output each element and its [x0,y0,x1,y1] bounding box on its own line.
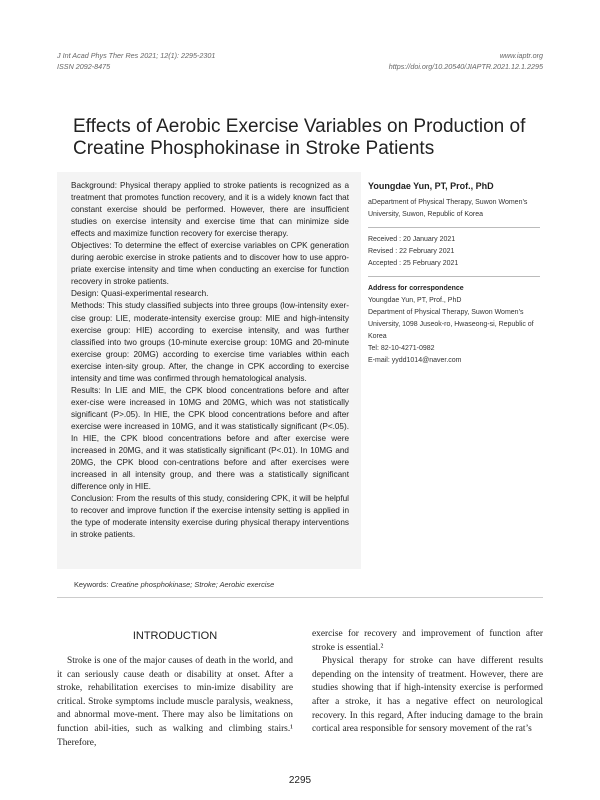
keywords-label: Keywords: [74,580,109,589]
author-name: Youngdae Yun, PT, Prof., PhD [368,181,494,191]
abstract-methods: Methods: This study classified subjects into three groups (low-intensity exer-cise group: LIE, moderate-intensity exercise group: MIE and high-intensity exercise group: HIE) according to exercise intensity, and was further classified into two groups (10-minute exercise group: 10MG and 20-minute exercise group: 20MG) according to exercise time variables within each exercise inten-sity group. After, the change in CPK according to exercise intensity and time was confirmed through hematological analysis. [71,301,349,383]
intro-paragraph-cont: exercise for recovery and improvement of function after stroke is essential.² [312,629,543,653]
affiliation: aDepartment of Physical Therapy, Suwon Women’s University, Suwon, Republic of Korea [368,199,528,218]
correspondence-address: Department of Physical Therapy, Suwon Women’s University, 1098 Juseok-ro, Hwaseong-si, Republic of Korea [368,309,534,340]
abstract-background: Background: Physical therapy applied to stroke patients is recognized as a treatment that promotes function recovery, and it is a widely known fact that constant exercise should be performed. However, there are insufficient studies on exercise intensity and exercise time that can minimize side effects and maximize function recovery for exercise therapy. [71,181,349,239]
correspondence-tel: Tel: 82-10-4271-0982 [368,345,435,352]
accepted-date: Accepted : 25 February 2021 [368,260,459,267]
page-number: 2295 [288,775,312,786]
abstract [71,180,349,541]
received-date: Received : 20 January 2021 [368,236,456,243]
intro-paragraph: Stroke is one of the major causes of death in the world, and it can seriously cause death or disability at onset. After a stroke, rehabilitation exercises to min-imize disability are critical. Stroke symptoms include muscle paralysis, weakness, and abnormal move-ment. There may also be limitations on function abil-ities, such as walking and climbing stairs.¹ Therefore, [57,656,293,748]
journal-links [389,50,543,72]
abstract-objectives: Objectives: To determine the effect of exercise variables on CPK generation during aerobic exercise in stroke patients and to discover how to use appro-priate exercise intensity and time when conducting an exercise for function recovery in stroke patients. [71,241,349,287]
abstract-divider [57,597,543,598]
sidebar-divider [368,276,540,277]
sidebar-divider [368,227,540,228]
intro-paragraph-2: Physical therapy for stroke can have different results depending on the intensity of treatment. However, there are studies showing that if high-intensity exercise is performed after a stroke, it has a negative effect on neurological recovery. In this regard, After inducing damage to the brain cortical area responsible for sensory movement of the rat’s [312,656,543,735]
doi-link[interactable]: https://doi.org/10.20540/JIAPTR.2021.12.1.2295 [388,62,543,71]
abstract-design: Design: Quasi-experimental research. [71,289,209,299]
body-column-right [312,628,543,737]
paper-title: Effects of Aerobic Exercise Variables on Production of Creatine Phosphokinase in Stroke Patients [73,116,526,159]
correspondence-name: Youngdae Yun, PT, Prof., PhD [368,297,462,304]
correspondence-title: Address for correspondence [368,285,464,292]
abstract-results: Results: In LIE and MIE, the CPK blood concentrations before and after exer-cise were increased in 10MG and 20MG, which was not statistically significant (P>.05). In HIE, the CPK blood concentrations before and after exercise were increased in 10MG, and it was statistically significant (P<.05). In HIE, the CPK blood concentrations before and after exercise were increased in 20MG, and it was statistically significant (P<.01). In 10MG and 20MG, the CPK blood con-centrations before and after exercises were increased in all intensity group, and there was a statistically significant difference only in HIE. [71,385,349,492]
journal-ref: J Int Acad Phys Ther Res 2021; 12(1): 2295-2301 [57,51,216,60]
journal-citation [57,50,215,72]
body-column-left [57,655,293,750]
author-sidebar [368,180,548,367]
abstract-conclusion: Conclusion: From the results of this study, considering CPK, it will be helpful to recover and improve function if the exercise intensity setting is applied in the type of moderate intensity exercise during physical therapy interventions in stroke patients. [71,494,349,540]
issn: ISSN 2092-8475 [57,62,111,71]
intro-heading: INTRODUCTION [132,630,218,642]
keywords-value: Creatine phosphokinase; Stroke; Aerobic exercise [110,580,275,589]
website-link[interactable]: www.iaptr.org [499,51,543,60]
revised-date: Revised : 22 February 2021 [368,248,455,255]
keywords [74,580,274,589]
correspondence-email[interactable]: E-mail: yydd1014@naver.com [368,357,462,364]
